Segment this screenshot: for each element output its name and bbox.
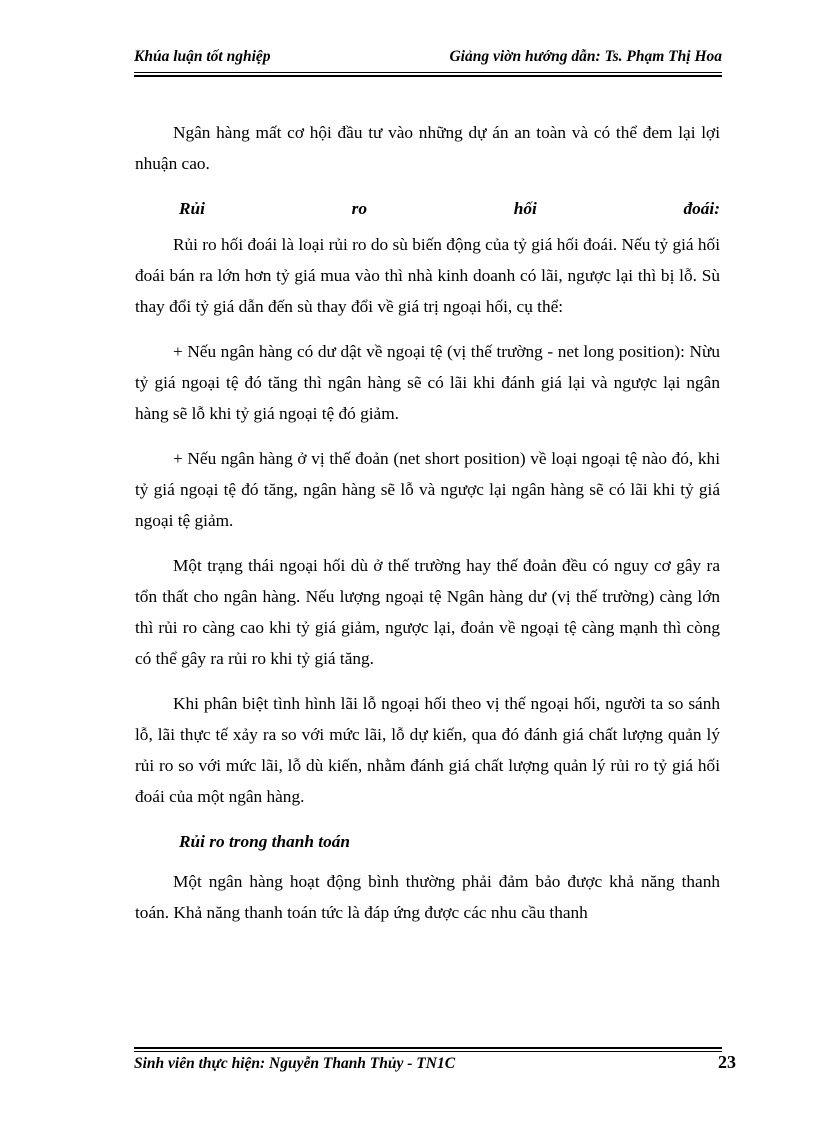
- header-thesis-title: Khúa luận tốt nghiệp: [134, 48, 271, 65]
- section-heading-payment-risk: Rủi ro trong thanh toán: [179, 832, 350, 851]
- header-rule-thick: [134, 75, 722, 77]
- footer-rule-thick: [134, 1047, 722, 1049]
- paragraph-2: Rủi ro hối đoái là loại rủi ro do sù biến động của tỷ giá hối đoái. Nếu tỷ giá hối đoái bán ra lớn hơn tỷ giá mua vào thì nhà kinh doanh có lãi, ngược lại thì bị lỗ. Sù thay đổi tỷ giá dẫn đến sù thay đổi về giá trị ngoại hối, cụ thể:: [135, 235, 720, 316]
- page-number: 23: [718, 1052, 736, 1072]
- heading-word: đoái:: [683, 199, 720, 218]
- heading-word: hối: [513, 199, 537, 218]
- heading-word: ro: [351, 199, 368, 218]
- paragraph-6: Khi phân biệt tình hình lãi lỗ ngoại hối theo vị thế ngoại hối, người ta so sánh lỗ, lãi thực tế xảy ra so với mức lãi, lỗ dự kiến, qua đó đánh giá chất lượng quản lý rủi ro so với mức lãi, lỗ dù kiến, nhằm đánh giá chất lượng quản lý rủi ro tỷ giá hối đoái của một ngân hàng.: [135, 694, 720, 806]
- page-header: [134, 48, 722, 66]
- paragraph-7: Một ngân hàng hoạt động bình thường phải đảm bảo được khả năng thanh toán. Khả năng thanh toán tức là đáp ứng được các nhu cầu thanh: [135, 872, 720, 922]
- page-footer: [134, 1052, 736, 1073]
- footer-student: Sinh viên thực hiện: Nguyễn Thanh Thủy - TN1C: [134, 1055, 456, 1072]
- page-body: [135, 117, 720, 942]
- header-rule-thin: [134, 72, 722, 73]
- paragraph-1: Ngân hàng mất cơ hội đầu tư vào những dự án an toàn và có thể đem lại lợi nhuận cao.: [135, 123, 720, 173]
- paragraph-3: + Nếu ngân hàng có dư dật về ngoại tệ (vị thế trường - net long position): Nừu tỷ giá ngoại tệ đó tăng thì ngân hàng sẽ có lãi khi đánh giá lại và ngược lại ngân hàng sẽ lỗ khi tỷ giá ngoại tệ đó giảm.: [135, 342, 720, 423]
- section-heading-exchange-risk: [135, 193, 720, 224]
- paragraph-4: + Nếu ngân hàng ở vị thế đoản (net short position) về loại ngoại tệ nào đó, khi tỷ giá ngoại tệ đó tăng, ngân hàng sẽ lỗ và ngược lại ngân hàng sẽ có lãi khi tỷ giá ngoại tệ giảm.: [135, 449, 720, 530]
- paragraph-5: Một trạng thái ngoại hối dù ở thế trường hay thế đoản đều có nguy cơ gây ra tổn thất cho ngân hàng. Nếu lượng ngoại tệ Ngân hàng dư (vị thế trường) càng lớn thì rủi ro càng cao khi tỷ giá giảm, ngược lại, đoản về ngoại tệ càng mạnh thì còng có thể gây ra rủi ro khi tỷ giá tăng.: [135, 556, 720, 668]
- heading-word: Rủi: [179, 199, 205, 218]
- header-advisor: Giảng viờn hướng dẫn: Ts. Phạm Thị Hoa: [449, 48, 722, 65]
